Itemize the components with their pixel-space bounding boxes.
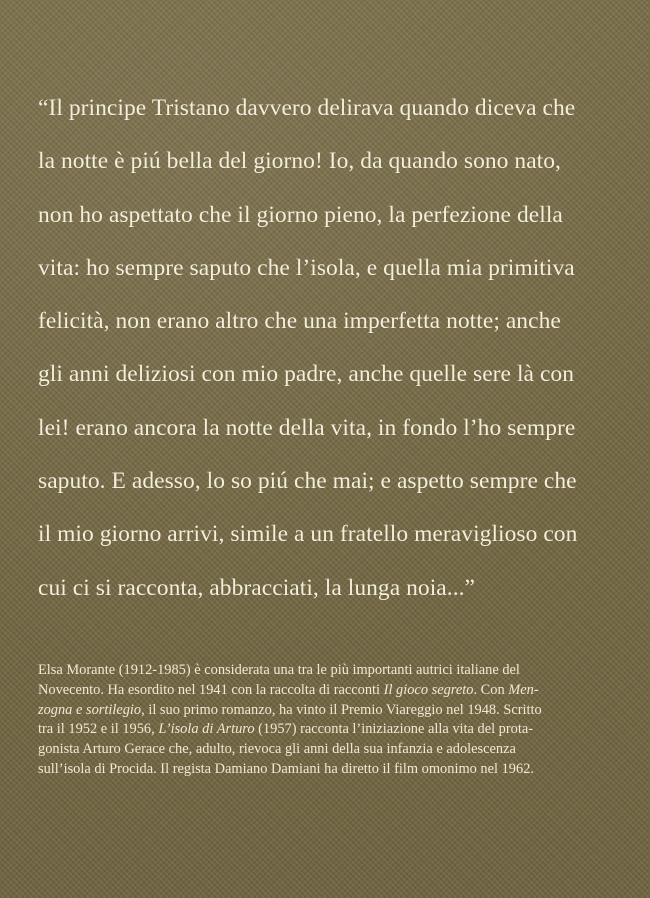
quote-line: lei! erano ancora la notte della vita, in fondo l’ho sempre [38,414,576,441]
bio-text: gonista Arturo Gerace che, adulto, rievoca gli anni della sua infanzia e adolescenza [38,741,516,758]
bio-text: . Con [473,681,509,698]
bio-text: sull’isola di Procida. Il regista Damiano Damiani ha diretto il film omonimo nel 1962. [38,760,534,777]
bio-text: , il suo primo romanzo, ha vinto il Premio Viareggio nel 1948. Scritto [141,701,542,718]
bio-line [38,760,623,780]
bio-text: Elsa Morante (1912-1985) è considerata una tra le più importanti autrici italiane del [38,662,520,678]
bio-line [38,720,623,740]
bio-text: Novecento. Ha esordito nel 1941 con la raccolta di racconti [38,681,384,698]
quote-line: felicità, non erano altro che una imperfetta notte; anche [38,308,561,335]
quote-line: vita: ho sempre saputo che l’isola, e quella mia primitiva [38,254,575,281]
bio-line [38,661,623,681]
bio-text: tra il 1952 e il 1956, [38,721,159,738]
quote-line: saputo. E adesso, lo so piú che mai; e aspetto sempre che [38,468,577,495]
quote-line: il mio giorno arrivi, simile a un fratello meraviglioso con [38,521,578,548]
quote-line: non ho aspettato che il giorno pieno, la perfezione della [38,201,563,228]
bio-line [38,701,623,721]
book-title: L’isola di Arturo [158,721,255,738]
author-bio [38,661,623,780]
quote-line: gli anni deliziosi con mio padre, anche quelle sere là con [38,361,575,388]
quote-line: cui ci si racconta, abbracciati, la lunga noia...” [38,574,476,601]
quote-line: “Il principe Tristano davvero delirava quando diceva che [38,95,576,121]
book-title: zogna e sortilegio [38,701,142,718]
bio-line [38,681,623,701]
quote-line: la notte è piú bella del giorno! Io, da quando sono nato, [38,148,561,175]
bio-text: (1957) racconta l’iniziazione alla vita del prota- [254,721,534,738]
book-title: Il gioco segreto [383,681,474,698]
book-title: Men- [508,681,539,698]
bio-line [38,740,623,760]
quote-block [38,82,628,615]
